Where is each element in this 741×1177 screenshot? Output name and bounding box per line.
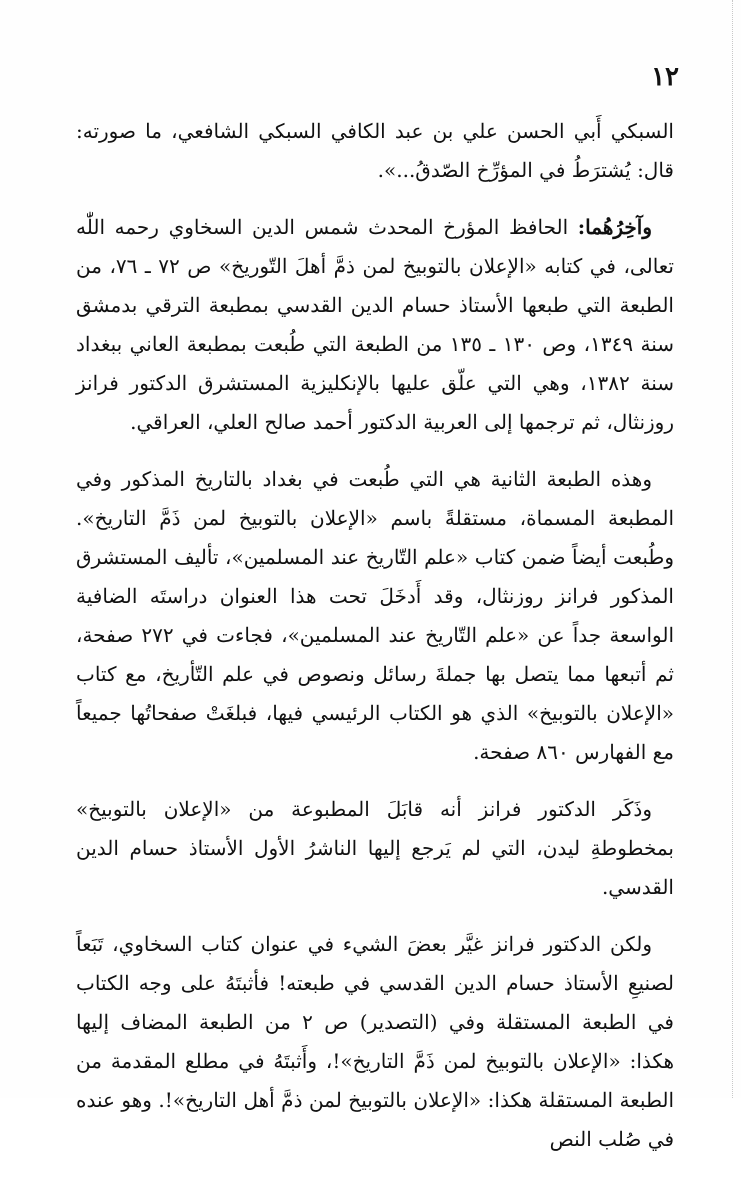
page-edge-divider <box>731 0 733 1098</box>
page-number: ١٢ <box>651 62 679 92</box>
paragraph-4: وذَكَر الدكتور فرانز أنه قابَلَ المطبوعة من «الإعلان بالتوبيخ» بمخطوطةِ ليدن، التي لم يَرجع إليها الناشرُ الأول الأستاذ حسام الدين القدسي. <box>76 797 674 899</box>
body-text <box>76 112 674 1177</box>
paragraph-2-text: الحافظ المؤرخ المحدث شمس الدين السخاوي رحمه اللّٰه تعالى، في كتابه «الإعلان بالتوبيخ لمن ذمَّ أهلَ التّوريخ» ص ٧٢ ـ ٧٦، من الطبعة التي طبعها الأستاذ حسام الدين القدسي بمطبعة الترقي بدمشق سنة ١٣٤٩، وص ١٣٠ ـ ١٣٥ من الطبعة التي طُبعت بمطبعة العاني ببغداد سنة ١٣٨٢، وهي التي علّق عليها بالإنكليزية المستشرق الدكتور فرانز روزنثال، ثم ترجمها إلى العربية الدكتور أحمد صالح العلي، العراقي. <box>76 215 675 434</box>
paragraph-1: السبكي أَبي الحسن علي بن عبد الكافي السبكي الشافعي، ما صورته: قال: يُشترَطُ في المؤرِّخ الصّدقُ...». <box>76 119 674 182</box>
paragraph-3: وهذه الطبعة الثانية هي التي طُبعت في بغداد بالتاريخ المذكور وفي المطبعة المسماة، مستقلةً باسم «الإعلان بالتوبيخ لمن ذَمَّ التاريخ». وطُبعت أيضاً ضمن كتاب «علم التّاريخ عند المسلمين»، تأليف المستشرق المذكور فرانز روزنثال، وقد أَدخَلَ تحت هذا العنوان دراستَه الضافية الواسعة جداً عن «علم التّاريخ عند المسلمين»، فجاءت في ٢٧٢ صفحة، ثم أتبعها مما يتصل بها جملةَ رسائل ونصوص في علم التّأريخ، مع كتاب «الإعلان بالتوبيخ» الذي هو الكتاب الرئيسي فيها، فبلغَتْ صفحاتُها جميعاً مع الفهارس ٨٦٠ صفحة. <box>76 467 674 764</box>
paragraph-2 <box>76 208 674 442</box>
paragraph-5: ولكن الدكتور فرانز غيَّر بعضَ الشيء في عنوان كتاب السخاوي، تَبَعاً لصنيعِ الأستاذ حسام الدين القدسي في طبعته! فأثبتَهُ على وجه الكتاب في الطبعة المستقلة وفي (التصدير) ص ٢ من الطبعة المضاف إليها هكذا: «الإعلان بالتوبيخ لمن ذَمَّ التاريخ»!، وأَثبتَهُ في مطلع المقدمة من الطبعة المستقلة هكذا: «الإعلان بالتوبيخ لمن ذمَّ أهل التاريخ»!. وهو عنده في صُلب النص <box>76 932 674 1151</box>
paragraph-2-lead: وآخِرُهُما: <box>577 215 652 239</box>
